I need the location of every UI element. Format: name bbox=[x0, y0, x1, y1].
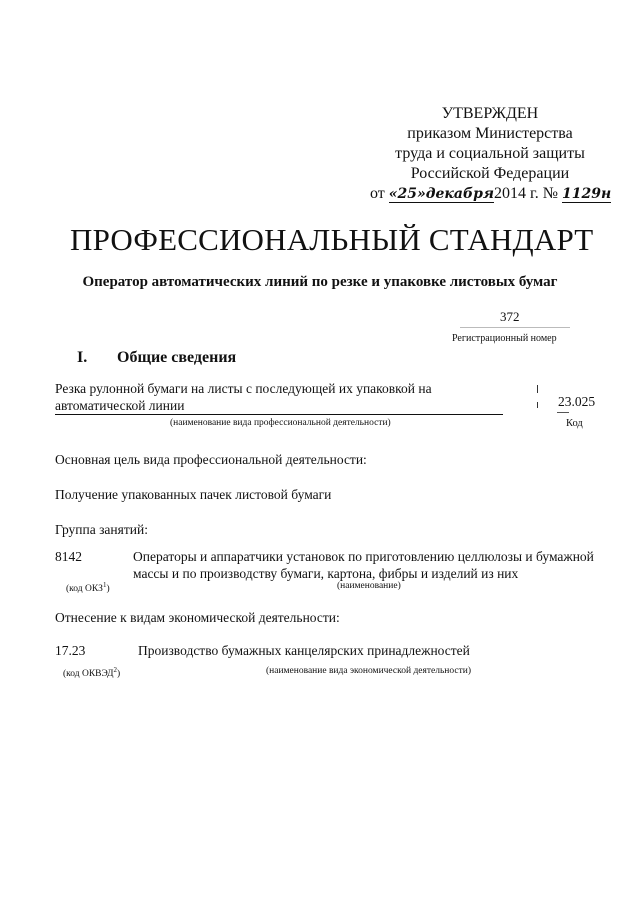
occupation-name-caption: (наименование) bbox=[337, 581, 401, 591]
approval-line-labor: труда и социальной защиты bbox=[395, 145, 585, 162]
activity-name-line2: автоматической линии bbox=[55, 398, 185, 413]
approval-line-federation: Российской Федерации bbox=[410, 165, 570, 182]
registration-label: Регистрационный номер bbox=[452, 333, 557, 344]
date-month: декабря bbox=[425, 186, 494, 202]
order-number: 1129н bbox=[562, 186, 612, 202]
economic-activity-label: Отнесение к видам экономической деятельности: bbox=[55, 610, 340, 625]
date-prefix: от bbox=[370, 185, 385, 202]
activity-name-line1: Резка рулонной бумаги на листы с последующей их упаковкой на bbox=[55, 381, 432, 396]
activity-code: 23.025 bbox=[558, 394, 596, 409]
goal-text: Получение упакованных пачек листовой бумаги bbox=[55, 487, 332, 502]
economic-activity-caption: (наименование вида экономической деятельности) bbox=[266, 666, 471, 676]
registration-number: 372 bbox=[500, 309, 520, 324]
code-underline bbox=[557, 412, 569, 413]
standard-name: Оператор автоматических линий по резке и упаковке листовых бумаг bbox=[82, 274, 558, 290]
date-year: 2014 г. bbox=[494, 185, 539, 202]
occupation-group-label: Группа занятий: bbox=[55, 522, 148, 537]
occupation-name-line2: массы и по производству бумаги, картона, фибры и изделий из них bbox=[133, 566, 519, 581]
number-sign: № bbox=[542, 185, 559, 202]
code-box-tick-top bbox=[537, 385, 538, 393]
approval-heading: УТВЕРЖДЕН bbox=[441, 105, 539, 122]
code-box-tick-bottom bbox=[537, 402, 538, 408]
date-day: «25» bbox=[388, 186, 426, 202]
goal-label: Основная цель вида профессиональной деятельности: bbox=[55, 452, 367, 467]
occupation-name-line1: Операторы и аппаратчики установок по приготовлению целлюлозы и бумажной bbox=[133, 549, 594, 564]
registration-underline bbox=[460, 327, 570, 328]
okved-code: 17.23 bbox=[55, 643, 86, 658]
okz-code: 8142 bbox=[55, 549, 82, 564]
approval-date-line bbox=[370, 184, 610, 204]
page-title: ПРОФЕССИОНАЛЬНЫЙ СТАНДАРТ bbox=[70, 222, 594, 257]
section-title: Общие сведения bbox=[117, 349, 237, 366]
code-caption: Код bbox=[566, 418, 583, 429]
approval-block bbox=[370, 104, 610, 204]
activity-underline bbox=[55, 414, 503, 415]
okved-caption: (код ОКВЭД$^2$) bbox=[63, 666, 121, 680]
activity-caption: (наименование вида профессиональной деятельности) bbox=[170, 418, 391, 428]
okz-caption: (код ОКЗ$^1$) bbox=[66, 581, 110, 595]
economic-activity-name: Производство бумажных канцелярских принадлежностей bbox=[138, 643, 470, 658]
section-number: I. bbox=[77, 349, 88, 366]
approval-line-ministry: приказом Министерства bbox=[407, 125, 573, 142]
